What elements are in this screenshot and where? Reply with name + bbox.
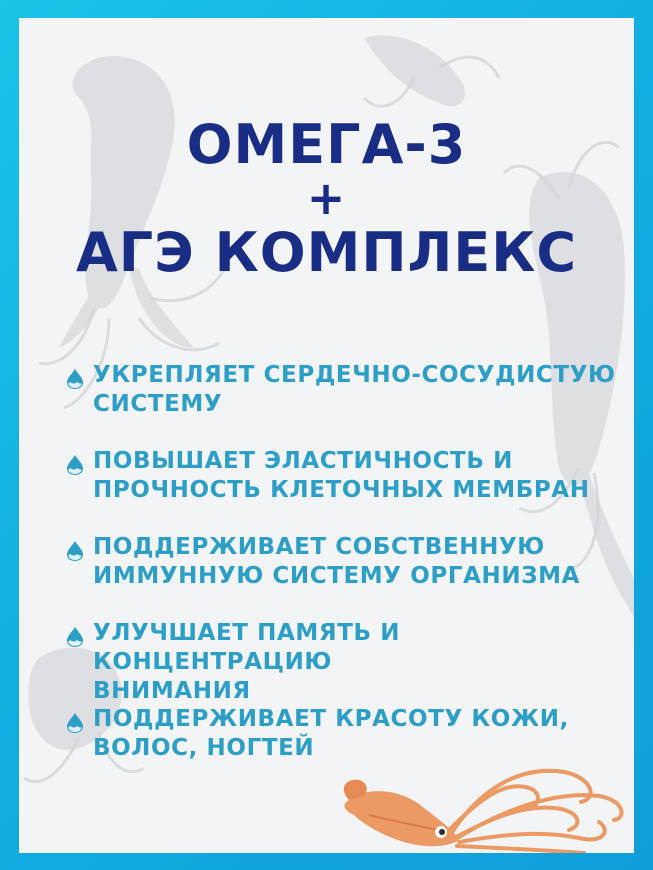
benefit-text: ПОДДЕРЖИВАЕТ СОБСТВЕННУЮ ИММУННУЮ СИСТЕМУ ОРГАНИЗМА [93,534,581,589]
water-drop-icon [63,367,87,391]
title-line-omega: ОМЕГА-3 [186,113,467,176]
product-title [19,113,634,284]
benefit-item [63,619,623,705]
benefit-item [63,447,623,533]
water-drop-icon [63,539,87,563]
water-drop-icon [63,625,87,649]
benefits-list [63,361,623,791]
squid-illustration [329,760,634,853]
benefit-text: УКРЕПЛЯЕТ СЕРДЕЧНО-СОСУДИСТУЮ СИСТЕМУ [93,362,616,417]
title-plus: + [306,171,347,225]
benefit-item [63,361,623,447]
benefit-text: ПОДДЕРЖИВАЕТ КРАСОТУ КОЖИ, ВОЛОС, НОГТЕЙ [93,706,569,761]
benefit-text: УЛУЧШАЕТ ПАМЯТЬ И КОНЦЕНТРАЦИЮ ВНИМАНИЯ [93,620,401,704]
poster-card [19,18,634,853]
benefit-item [63,533,623,619]
title-line-complex: АГЭ КОМПЛЕКС [75,221,578,284]
water-drop-icon [63,711,87,735]
benefit-text: ПОВЫШАЕТ ЭЛАСТИЧНОСТЬ И ПРОЧНОСТЬ КЛЕТОЧНЫХ МЕМБРАН [93,448,590,503]
water-drop-icon [63,453,87,477]
